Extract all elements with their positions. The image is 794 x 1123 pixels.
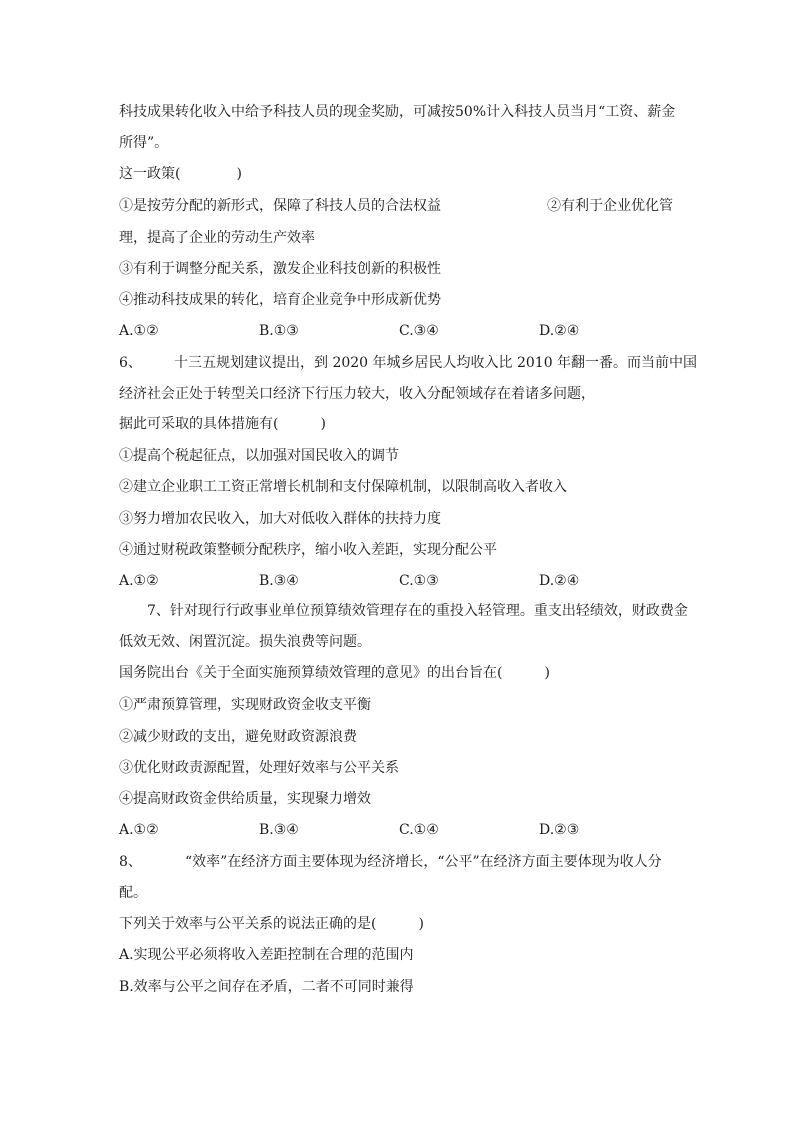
q7-option-b: B.③④ — [259, 822, 299, 838]
q5-option-a: A.①② — [119, 323, 159, 339]
q5-item-1: ①是按劳分配的新形式，保障了科技人员的合法权益 — [119, 198, 441, 214]
q6-prompt: 据此可采取的具体措施有( ) — [119, 416, 326, 432]
q6-option-d: D.②④ — [539, 573, 580, 589]
q6-item-3: ③努力增加农民收入，加大对低收入群体的扶持力度 — [119, 511, 441, 527]
q6-number: 6、 — [119, 355, 142, 371]
q6-item-4: ④通过财税政策整顿分配秩序，缩小收入差距，实现分配公平 — [119, 542, 497, 558]
q5-option-d: D.②④ — [539, 323, 580, 339]
q8-stem-line-2: 配。 — [119, 885, 147, 901]
q7-item-2: ②减少财政的支出，避免财政资源浪费 — [119, 729, 357, 745]
q5-stem-line-1: 科技成果转化收入中给予科技人员的现金奖励，可减按50%计入科技人员当月“工资、薪金 — [119, 104, 676, 120]
q5-option-b: B.①③ — [259, 323, 299, 339]
q5-item-3: ③有利于调整分配关系，激发企业科技创新的积极性 — [119, 261, 441, 277]
q8-stem-line-1: “效率”在经济方面主要体现为经济增长，“公平”在经济方面主要体现为收人分 — [185, 854, 662, 870]
q7-prompt: 国务院出台《关于全面实施预算绩效管理的意见》的出台旨在( ) — [119, 665, 550, 681]
q5-item-2: ②有利于企业优化管 — [547, 198, 673, 214]
q5-stem-line-2: 所得”。 — [119, 135, 169, 151]
q7-stem-line-2: 低效无效、闲置沉淀。损失浪费等问题。 — [119, 634, 371, 650]
q6-option-b: B.③④ — [259, 573, 299, 589]
q7-item-1: ①严肃预算管理，实现财政资金收支平衡 — [119, 697, 371, 713]
q6-stem-line-2: 经济社会正处于转型关口经济下行压力较大，收入分配领域存在着诸多问题， — [119, 386, 595, 402]
q6-option-c: C.①③ — [399, 573, 439, 589]
q5-prompt: 这一政策( ) — [119, 166, 242, 182]
q7-option-a: A.①② — [119, 822, 159, 838]
q7-item-4: ④提高财政资金供给质量，实现聚力增效 — [119, 791, 371, 807]
q7-option-d: D.②③ — [539, 822, 580, 838]
q5-option-c: C.③④ — [399, 323, 439, 339]
q5-item-2-continued: 理，提高了企业的劳动生产效率 — [119, 230, 315, 246]
q7-item-3: ③优化财政责源配置，处理好效率与公平关系 — [119, 760, 399, 776]
q8-option-b: B.效率与公平之间存在矛盾，二者不可同时兼得 — [119, 979, 414, 995]
q8-number: 8、 — [119, 854, 142, 870]
q8-option-a: A.实现公平必须将收入差距控制在合理的范围内 — [119, 947, 414, 963]
q6-item-2: ②建立企业职工工资正常增长机制和支付保障机制，以限制高收入者收入 — [119, 479, 567, 495]
q6-item-1: ①提高个税起征点，以加强对国民收入的调节 — [119, 448, 399, 464]
q5-item-4: ④推动科技成果的转化，培育企业竞争中形成新优势 — [119, 292, 441, 308]
q6-stem-line-1: 十三五规划建议提出，到 2020 年城乡居民人均收入比 2010 年翻一番。而当前中国 — [174, 355, 698, 371]
q7-option-c: C.①④ — [399, 822, 439, 838]
q7-stem-line-1: 7、针对现行行政事业单位预算绩效管理存在的重投入轻管理。重支出轻绩效，财政费金 — [147, 603, 688, 619]
q8-prompt: 下列关于效率与公平关系的说法正确的是( ) — [119, 916, 424, 932]
q6-option-a: A.①② — [119, 573, 159, 589]
